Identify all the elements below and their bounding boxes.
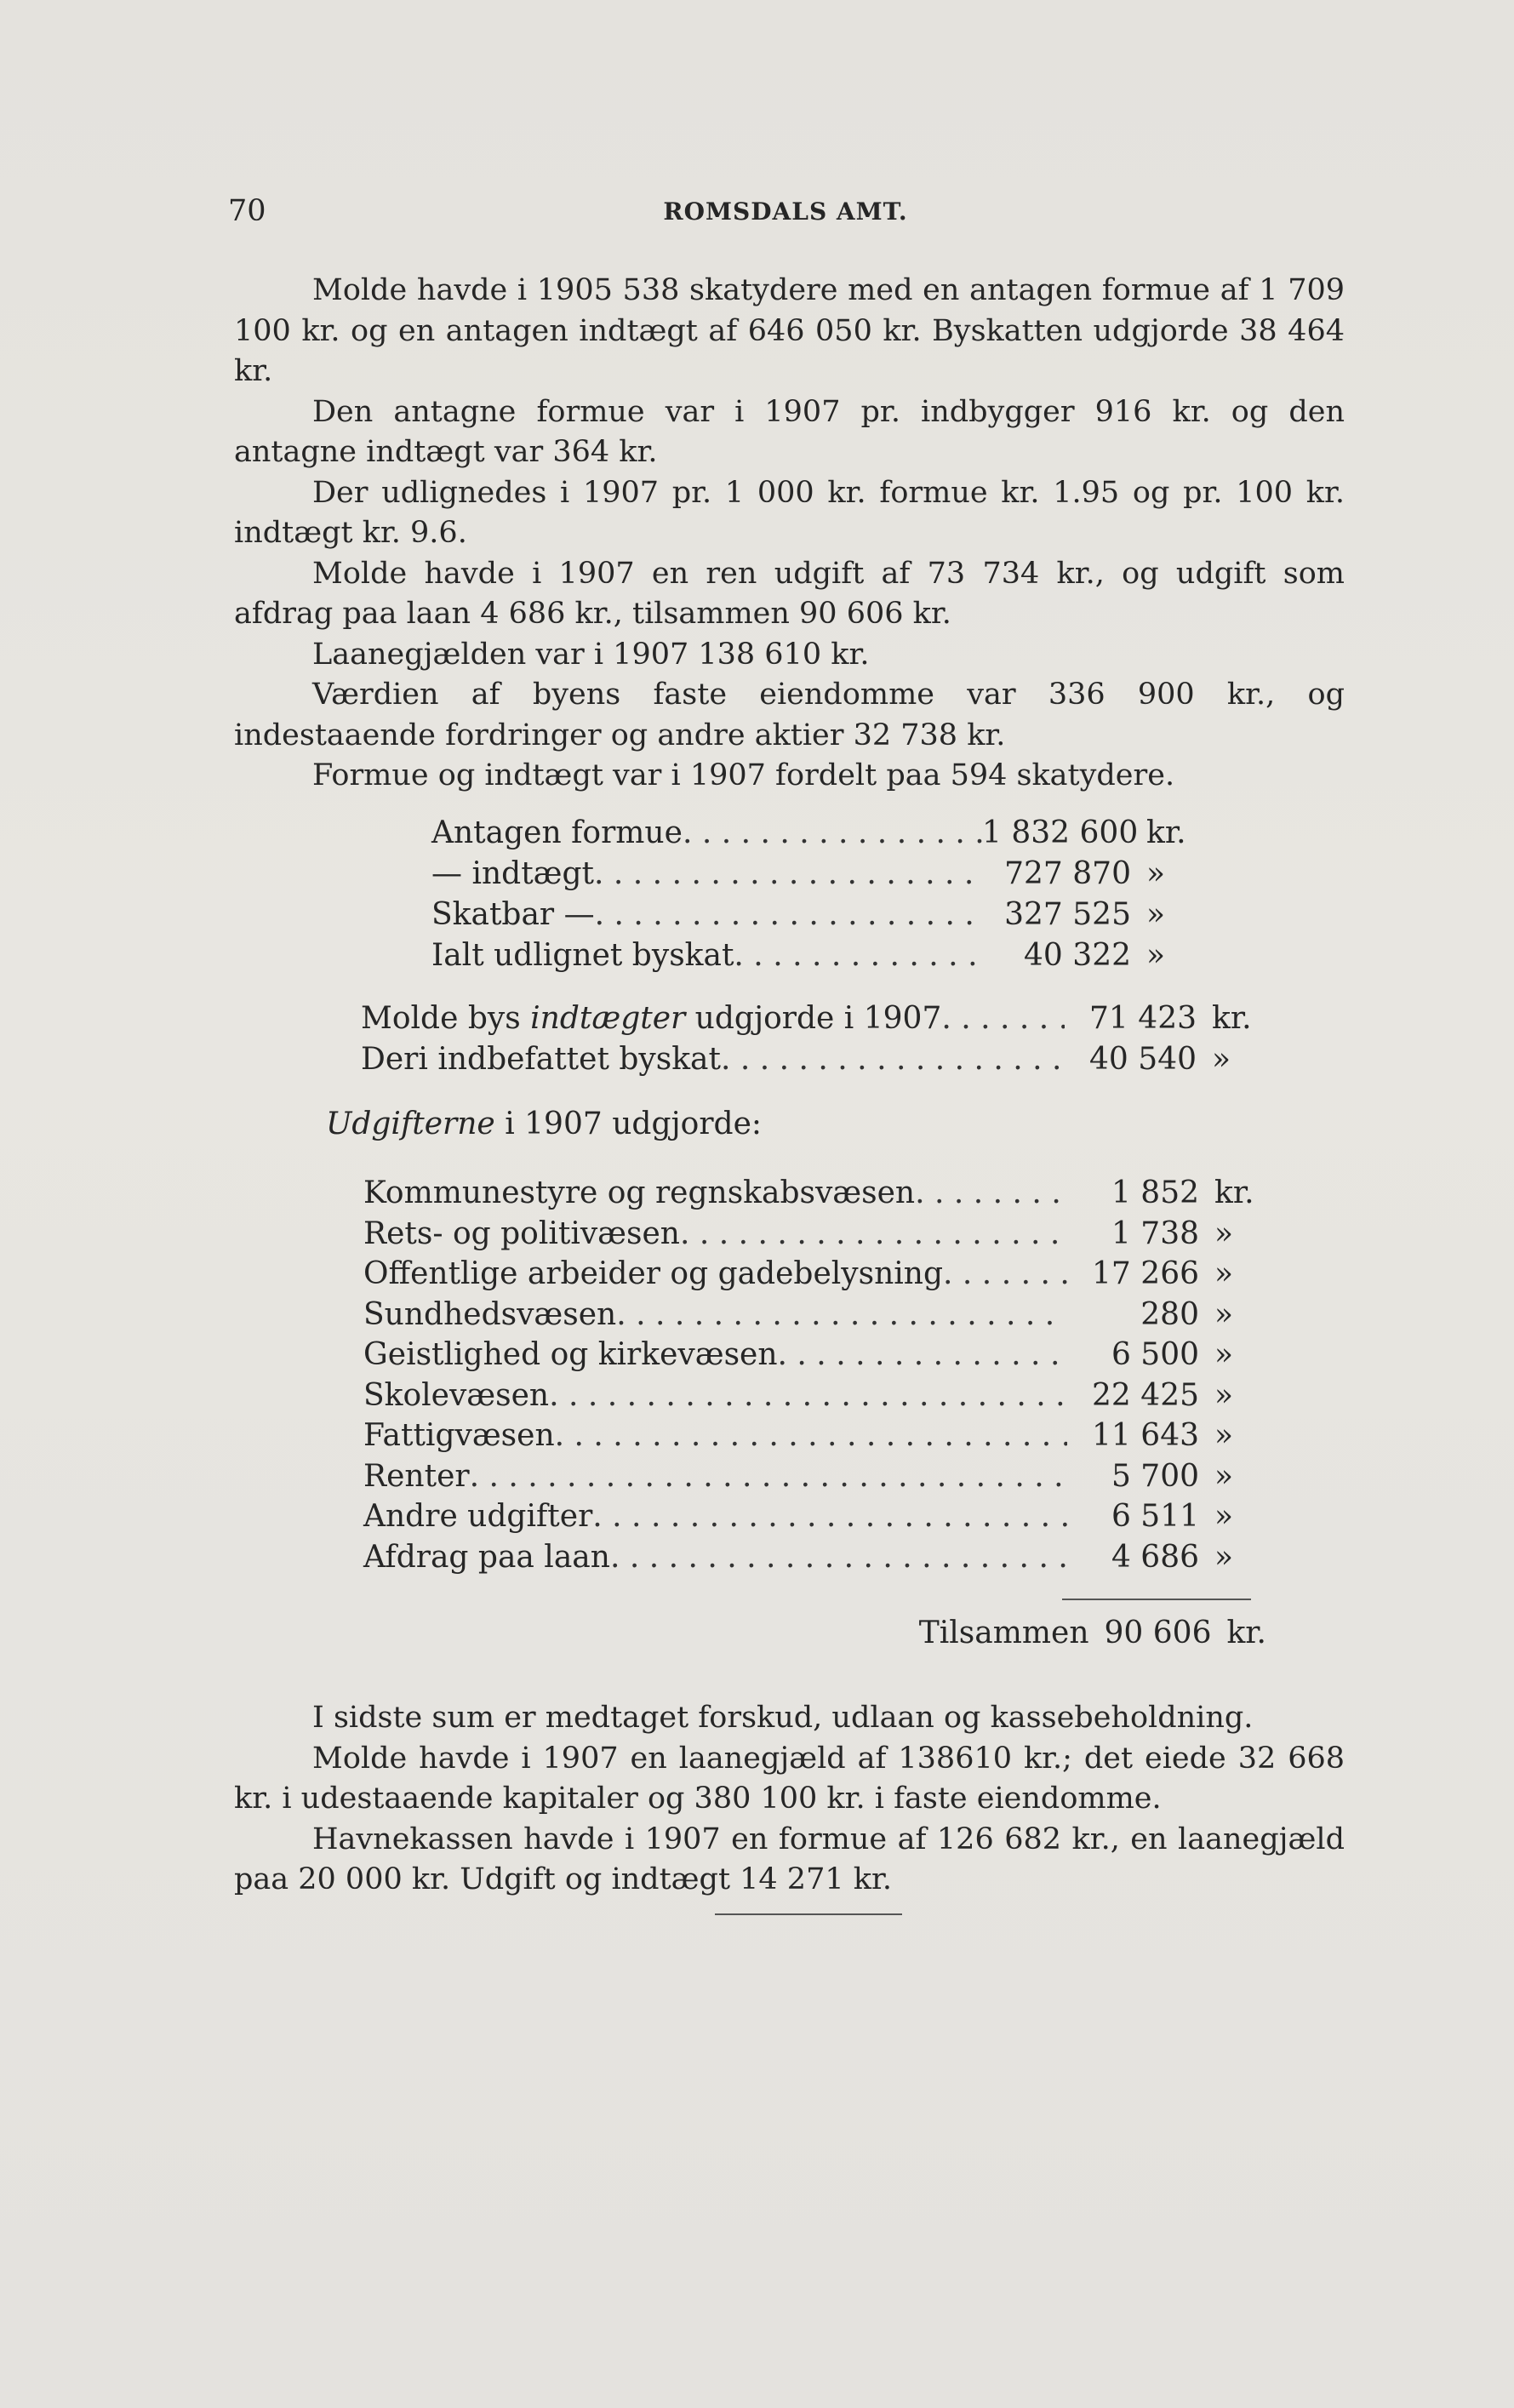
tax-statistics-table	[431, 813, 1197, 976]
row-value: 1 852	[1111, 1175, 1199, 1210]
paragraph: Formue og indtægt var i 1907 fordelt paa 594 skatydere.	[312, 758, 1175, 792]
table-row	[363, 1416, 1265, 1456]
row-value: 22 425	[1092, 1377, 1199, 1413]
page-header	[228, 194, 1343, 237]
row-unit: »	[1214, 1458, 1234, 1494]
row-label: Geistlighed og kirkevæsen	[363, 1337, 778, 1372]
table-row	[363, 1537, 1265, 1578]
leader-dots	[680, 1214, 1067, 1255]
row-unit: »	[1214, 1499, 1234, 1534]
leader-dots	[941, 998, 1065, 1039]
leader-dots	[549, 1376, 1067, 1416]
total-unit: kr.	[1226, 1616, 1266, 1650]
row-value: 6 500	[1111, 1337, 1199, 1372]
table-row	[361, 1039, 1263, 1080]
row-label: Deri indbefattet byskat	[361, 1042, 721, 1077]
heading-text: i 1907 udgjorde:	[494, 1107, 763, 1141]
paragraph: Molde havde i 1907 en ren udgift af 73 734 kr., og udgift som afdrag paa laan 4 686 kr., tilsammen 90 606 kr.	[234, 556, 1345, 631]
paragraph: Der udlignedes i 1907 pr. 1 000 kr. formue kr. 1.95 og pr. 100 kr. indtægt kr. 9.6.	[234, 475, 1345, 550]
expenditure-heading	[326, 1107, 762, 1141]
table-row	[363, 1335, 1265, 1376]
income-table	[361, 998, 1263, 1080]
row-unit: »	[1214, 1539, 1234, 1575]
leader-dots	[915, 1173, 1067, 1214]
table-row	[431, 895, 1197, 935]
row-unit: »	[1146, 938, 1166, 973]
table-row	[363, 1254, 1265, 1295]
row-unit: »	[1212, 1042, 1231, 1077]
row-unit: »	[1214, 1377, 1234, 1413]
table-row	[363, 1173, 1265, 1214]
table-row	[431, 854, 1197, 895]
row-value: 17 266	[1092, 1256, 1199, 1291]
page-number: 70	[228, 194, 266, 228]
paragraph: Molde havde i 1905 538 skatydere med en antagen formue af 1 709 100 kr. og en antagen indtægt af 646 050 kr. Byskatten udgjorde 38 464 kr.	[234, 273, 1345, 388]
row-unit: »	[1214, 1296, 1234, 1332]
row-value: 727 870	[1004, 856, 1131, 891]
table-row	[363, 1456, 1265, 1497]
row-unit: kr.	[1214, 1175, 1254, 1210]
row-value: 40 322	[1024, 938, 1131, 973]
heading-emphasis: Udgifterne	[326, 1107, 495, 1141]
row-label: Offentlige arbeider og gadebelysning	[363, 1256, 944, 1291]
row-label: Afdrag paa laan	[363, 1539, 610, 1575]
row-value: 40 540	[1089, 1042, 1197, 1077]
row-value: 1 832 600	[982, 815, 1139, 850]
row-label: Kommunestyre og regnskabsvæsen	[363, 1175, 916, 1210]
paragraph: Den antagne formue var i 1907 pr. indbygger 916 kr. og den antagne indtægt var 364 kr.	[234, 394, 1345, 469]
row-unit: »	[1146, 897, 1166, 932]
row-value: 327 525	[1004, 897, 1131, 932]
row-label	[361, 998, 941, 1039]
row-label: Fattigvæsen	[363, 1418, 555, 1453]
row-unit: kr.	[1146, 815, 1186, 850]
table-row	[363, 1496, 1265, 1537]
paragraph: Laanegjælden var i 1907 138 610 kr.	[312, 637, 870, 672]
leader-dots	[592, 1496, 1067, 1537]
end-rule	[715, 1913, 902, 1915]
paragraph: I sidste sum er medtaget forskud, udlaan og kassebeholdning.	[312, 1701, 1254, 1735]
leader-dots	[470, 1456, 1067, 1497]
row-value: 6 511	[1111, 1499, 1199, 1534]
table-row	[363, 1214, 1265, 1255]
row-label: Renter	[363, 1458, 470, 1494]
row-value: 280	[1140, 1296, 1199, 1332]
running-title: ROMSDALS AMT.	[663, 197, 908, 226]
opening-text	[234, 271, 1345, 797]
closing-text	[234, 1698, 1345, 1901]
row-label: Andre udgifter	[363, 1499, 593, 1534]
label-emphasis: indtægter	[530, 1001, 686, 1036]
row-unit: »	[1214, 1418, 1234, 1453]
paragraph: Værdien af byens faste eiendomme var 336 900 kr., og indestaaende fordringer og andre aktier 32 738 kr.	[234, 678, 1345, 752]
label-text: Molde bys	[361, 1001, 531, 1036]
row-label: Antagen formue	[431, 815, 683, 850]
sum-rule	[1062, 1599, 1251, 1600]
leader-dots	[721, 1039, 1065, 1080]
row-value: 11 643	[1092, 1418, 1199, 1453]
row-label: Ialt udlignet byskat	[431, 938, 734, 973]
table-row	[431, 813, 1197, 854]
label-text: udgjorde i 1907	[685, 1001, 942, 1036]
row-label: Skatbar —	[431, 897, 595, 932]
row-label: Sundhedsvæsen	[363, 1296, 617, 1332]
row-unit: »	[1214, 1215, 1234, 1251]
leader-dots	[555, 1416, 1067, 1456]
row-value: 1 738	[1111, 1215, 1199, 1251]
leader-dots	[943, 1254, 1067, 1295]
row-unit: »	[1146, 856, 1166, 891]
total-label: Tilsammen	[918, 1616, 1089, 1650]
row-unit: »	[1214, 1256, 1234, 1291]
leader-dots	[734, 935, 982, 976]
row-unit: »	[1214, 1337, 1234, 1372]
paragraph: Havnekassen havde i 1907 en formue af 126 682 kr., en laanegjæld paa 20 000 kr. Udgift og indtægt 14 271 kr.	[234, 1822, 1345, 1896]
row-label: Skolevæsen	[363, 1377, 550, 1413]
total-value: 90 606	[1104, 1616, 1212, 1650]
table-row	[431, 935, 1197, 976]
row-unit: kr.	[1212, 1001, 1252, 1036]
table-row	[363, 1376, 1265, 1416]
row-label: — indtægt	[431, 856, 595, 891]
row-value: 5 700	[1111, 1458, 1199, 1494]
row-value: 4 686	[1111, 1539, 1199, 1575]
table-row	[363, 1295, 1265, 1336]
row-value: 71 423	[1089, 1001, 1197, 1036]
leader-dots	[778, 1335, 1067, 1376]
leader-dots	[595, 895, 982, 935]
row-label: Rets- og politivæsen	[363, 1215, 680, 1251]
total-row	[877, 1616, 1266, 1650]
paragraph: Molde havde i 1907 en laanegjæld af 138610 kr.; det eiede 32 668 kr. i udestaaende kapitaler og 380 100 kr. i faste eiendomme.	[234, 1741, 1345, 1816]
leader-dots	[594, 854, 982, 895]
expenditure-table	[363, 1173, 1265, 1577]
leader-dots	[610, 1537, 1067, 1578]
leader-dots	[683, 813, 982, 854]
leader-dots	[616, 1295, 1067, 1336]
table-row	[361, 998, 1263, 1039]
